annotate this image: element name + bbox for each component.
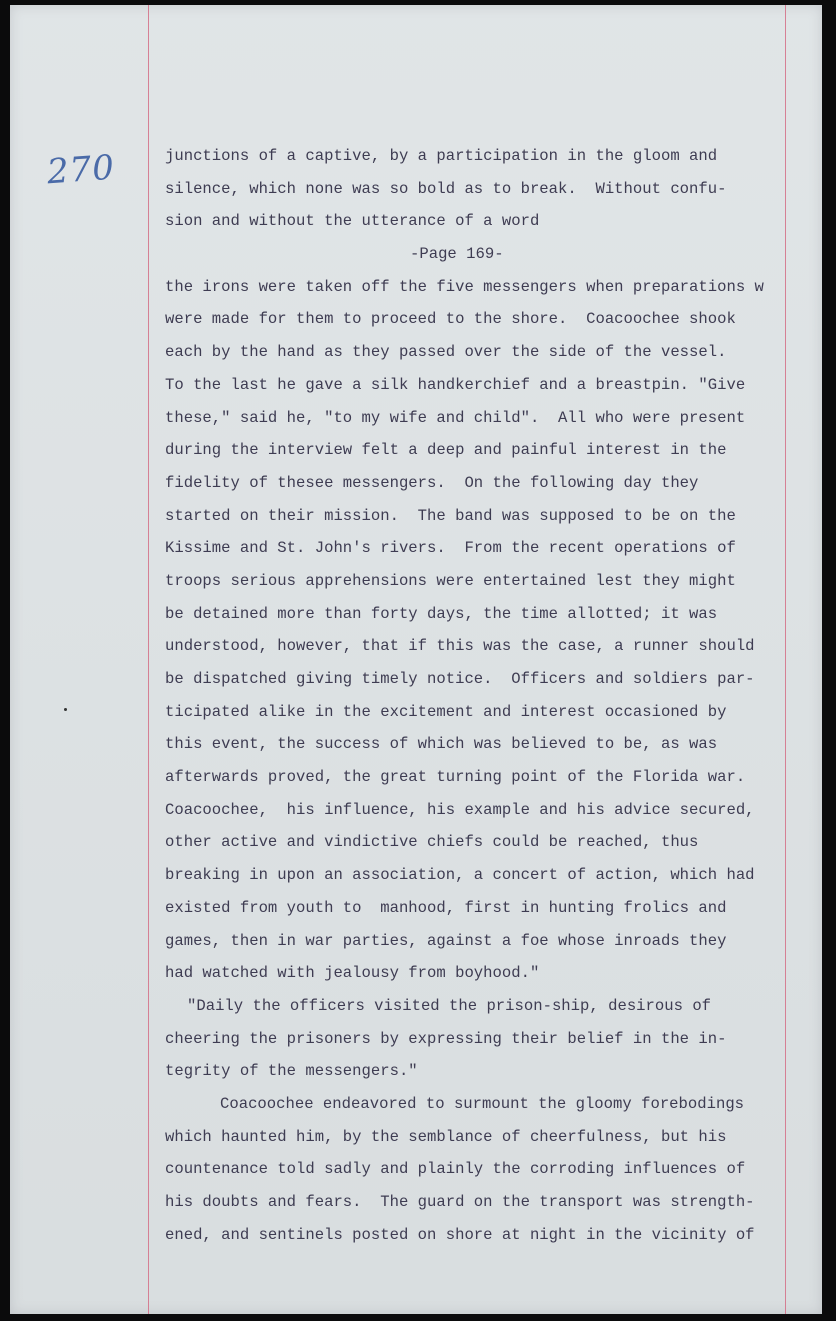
text-line: tegrity of the messengers." — [165, 1062, 418, 1081]
left-margin-rule — [148, 5, 149, 1314]
text-line: cheering the prisoners by expressing their belief in the in- — [165, 1029, 727, 1048]
text-line: fidelity of thesee messengers. On the following day they — [165, 473, 699, 492]
handwritten-folio-number: 270 — [45, 147, 117, 193]
paragraph-first-line: "Daily the officers visited the prison-ship, desirous of — [187, 996, 712, 1015]
text-line: each by the hand as they passed over the side of the vessel. — [165, 343, 727, 362]
text-line: sion and without the utterance of a word — [165, 212, 540, 231]
text-line: be detained more than forty days, the time allotted; it was — [165, 604, 718, 623]
text-line: junctions of a captive, by a participation in the gloom and — [165, 147, 718, 165]
text-line: Coacoochee, his influence, his example and his advice secured, — [165, 800, 755, 819]
text-line: these," said he, "to my wife and child". All who were present — [165, 408, 746, 427]
paragraph-first-line: Coacoochee endeavored to surmount the gloomy forebodings — [220, 1094, 745, 1113]
text-line: To the last he gave a silk handkerchief and a breastpin. "Give — [165, 375, 746, 394]
text-line: countenance told sadly and plainly the corroding influences of — [165, 1160, 746, 1179]
text-line: during the interview felt a deep and painful interest in the — [165, 441, 727, 460]
text-line: which haunted him, by the semblance of cheerfulness, but his — [165, 1127, 727, 1146]
paper-speck — [64, 708, 67, 711]
text-line: silence, which none was so bold as to break. Without confu- — [165, 179, 727, 198]
text-line: had watched with jealousy from boyhood." — [165, 964, 540, 983]
text-line: ened, and sentinels posted on shore at night in the vicinity of — [165, 1225, 755, 1244]
text-line: games, then in war parties, against a foe whose inroads they — [165, 931, 727, 950]
text-line: existed from youth to manhood, first in hunting frolics and — [165, 898, 727, 917]
text-line: be dispatched giving timely notice. Officers and soldiers par- — [165, 670, 755, 688]
page-number-marker: -Page 169- — [410, 245, 504, 264]
text-line: afterwards proved, the great turning point of the Florida war. — [165, 768, 746, 787]
text-line: understood, however, that if this was the case, a runner should — [165, 637, 755, 656]
text-line: other active and vindictive chiefs could be reached, thus — [165, 833, 699, 852]
text-line: started on their mission. The band was supposed to be on the — [165, 506, 736, 525]
text-line: his doubts and fears. The guard on the transport was strength- — [165, 1193, 755, 1211]
text-line: this event, the success of which was believed to be, as was — [165, 735, 718, 754]
text-line: troops serious apprehensions were entertained lest they might — [165, 571, 736, 590]
text-line: ticipated alike in the excitement and interest occasioned by — [165, 702, 727, 721]
text-line: Kissime and St. John's rivers. From the recent operations of — [165, 539, 736, 558]
text-line: were made for them to proceed to the shore. Coacoochee shook — [165, 310, 736, 329]
typescript-body — [165, 140, 820, 1251]
text-line: breaking in upon an association, a concert of action, which had — [165, 866, 755, 885]
text-line: the irons were taken off the five messengers when preparations w — [165, 277, 764, 296]
